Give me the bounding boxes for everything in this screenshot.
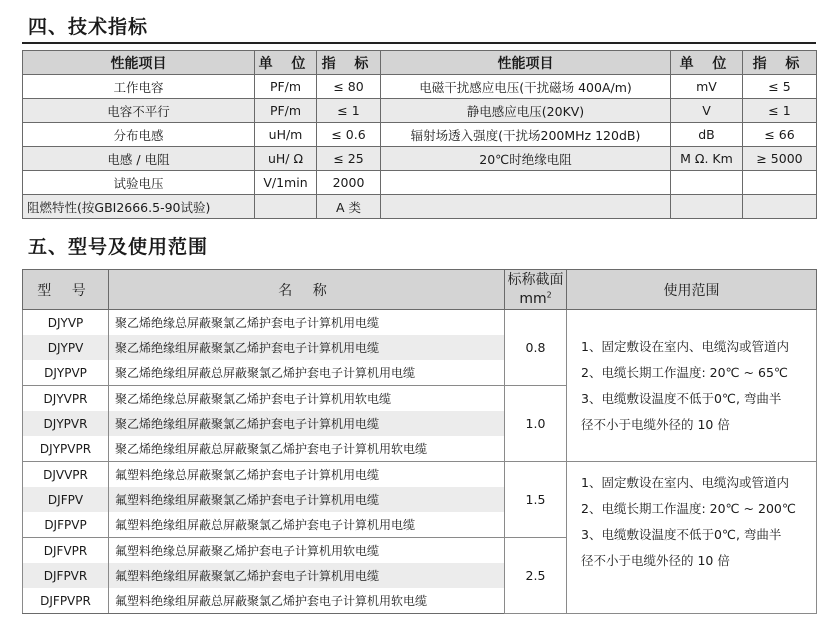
section-divider (22, 42, 816, 44)
spec-row (23, 147, 817, 171)
table-row (23, 462, 817, 488)
model-name: 聚乙烯绝缘总屏蔽聚氯乙烯护套电子计算机用电缆 (109, 310, 505, 336)
spec-header-row (23, 51, 817, 75)
model-code: DJYVP (23, 310, 109, 336)
model-code: DJFPVR (23, 563, 109, 588)
area-value: 0.8 (505, 310, 567, 386)
model-name: 氟塑料绝缘总屏蔽聚氯乙烯护套电子计算机用电缆 (109, 462, 505, 488)
spec-value: 2000 (317, 171, 381, 195)
usage-cell (567, 462, 817, 614)
spec-row (23, 123, 817, 147)
spec-item: 试验电压 (23, 171, 255, 195)
spec-header-item: 性能项目 (23, 51, 255, 75)
spec-header-value: 指 标 (743, 51, 817, 75)
model-name: 氟塑料绝缘组屏蔽聚氯乙烯护套电子计算机用电缆 (109, 487, 505, 512)
spec-value: A 类 (317, 195, 381, 219)
model-header-usage: 使用范围 (567, 270, 817, 310)
spec-row (23, 171, 817, 195)
model-code: DJYPVPR (23, 436, 109, 462)
spec-value (743, 195, 817, 219)
model-code: DJFPV (23, 487, 109, 512)
model-name: 氟塑料绝缘总屏蔽聚乙烯护套电子计算机用软电缆 (109, 538, 505, 564)
usage-line: 2、电缆长期工作温度: 20℃ ~ 65℃ (581, 364, 788, 380)
area-header-unit: $mm^2$ (519, 290, 552, 308)
model-code: DJFPVPR (23, 588, 109, 614)
spec-unit: M Ω. Km (671, 147, 743, 171)
spec-unit (671, 195, 743, 219)
section-title-models: 五、型号及使用范围 (28, 236, 209, 258)
model-header-area (505, 270, 567, 310)
model-name: 聚乙烯绝缘组屏蔽聚氯乙烯护套电子计算机用电缆 (109, 335, 505, 360)
spec-value: ≤ 1 (317, 99, 381, 123)
model-name: 聚乙烯绝缘组屏蔽总屏蔽聚氯乙烯护套电子计算机用软电缆 (109, 436, 505, 462)
spec-header-item: 性能项目 (381, 51, 671, 75)
model-name: 聚乙烯绝缘总屏蔽聚氯乙烯护套电子计算机用软电缆 (109, 386, 505, 412)
spec-row (23, 195, 817, 219)
model-header-type: 型 号 (23, 270, 109, 310)
spec-value (743, 171, 817, 195)
area-header-label: 标称截面 (507, 271, 564, 288)
spec-item (381, 171, 671, 195)
spec-item: 电磁干扰感应电压(干扰磁场 400A/m) (381, 75, 671, 99)
usage-line: 1、固定敷设在室内、电缆沟或管道内 (581, 475, 789, 490)
spec-unit: V/1min (255, 171, 317, 195)
usage-line: 3、电缆敷设温度不低于0℃, 弯曲半 (581, 527, 782, 542)
usage-line: 3、电缆敷设温度不低于0℃, 弯曲半 (581, 390, 782, 406)
model-name: 聚乙烯绝缘组屏蔽总屏蔽聚氯乙烯护套电子计算机用电缆 (109, 360, 505, 386)
spec-item (381, 195, 671, 219)
model-header-name: 名 称 (109, 270, 505, 310)
spec-value: ≥ 5000 (743, 147, 817, 171)
spec-item: 静电感应电压(20KV) (381, 99, 671, 123)
spec-value: ≤ 1 (743, 99, 817, 123)
spec-item: 分布电感 (23, 123, 255, 147)
spec-unit (255, 195, 317, 219)
spec-table (22, 50, 817, 219)
model-code: DJFPVP (23, 512, 109, 538)
usage-line: 2、电缆长期工作温度: 20℃ ~ 200℃ (581, 501, 796, 516)
model-header-row (23, 270, 817, 310)
spec-unit: uH/m (255, 123, 317, 147)
usage-line: 径不小于电缆外径的 10 倍 (581, 553, 730, 568)
spec-item: 电容不平行 (23, 99, 255, 123)
spec-value: ≤ 66 (743, 123, 817, 147)
model-code: DJYPVR (23, 411, 109, 436)
spec-unit: mV (671, 75, 743, 99)
area-value: 1.5 (505, 462, 567, 538)
spec-header-unit: 单 位 (671, 51, 743, 75)
model-code: DJYVPR (23, 386, 109, 412)
spec-value: ≤ 5 (743, 75, 817, 99)
spec-row (23, 99, 817, 123)
spec-value: ≤ 80 (317, 75, 381, 99)
spec-item: 电感 / 电阻 (23, 147, 255, 171)
spec-unit: V (671, 99, 743, 123)
spec-item: 20℃时绝缘电阻 (381, 147, 671, 171)
model-table (22, 269, 817, 614)
model-name: 聚乙烯绝缘组屏蔽聚氯乙烯护套电子计算机用电缆 (109, 411, 505, 436)
spec-item: 辐射场透入强度(干扰场200MHz 120dB) (381, 123, 671, 147)
spec-unit: uH/ Ω (255, 147, 317, 171)
spec-row (23, 75, 817, 99)
model-code: DJFVPR (23, 538, 109, 564)
model-name: 氟塑料绝缘组屏蔽总屏蔽聚氯乙烯护套电子计算机用软电缆 (109, 588, 505, 614)
model-code: DJYPV (23, 335, 109, 360)
spec-item: 阻燃特性(按GBI2666.5-90试验) (23, 195, 255, 219)
spec-unit (671, 171, 743, 195)
model-name: 氟塑料绝缘组屏蔽聚氯乙烯护套电子计算机用电缆 (109, 563, 505, 588)
section-title-tech: 四、技术指标 (28, 16, 149, 38)
model-code: DJYPVP (23, 360, 109, 386)
spec-unit: PF/m (255, 99, 317, 123)
usage-cell (567, 310, 817, 462)
area-value: 1.0 (505, 386, 567, 462)
spec-header-unit: 单 位 (255, 51, 317, 75)
table-row (23, 310, 817, 336)
spec-header-value: 指 标 (317, 51, 381, 75)
spec-item: 工作电容 (23, 75, 255, 99)
model-name: 氟塑料绝缘组屏蔽总屏蔽聚氯乙烯护套电子计算机用电缆 (109, 512, 505, 538)
spec-value: ≤ 0.6 (317, 123, 381, 147)
usage-line: 径不小于电缆外径的 10 倍 (581, 416, 730, 432)
spec-unit: PF/m (255, 75, 317, 99)
model-code: DJVVPR (23, 462, 109, 488)
spec-unit: dB (671, 123, 743, 147)
spec-value: ≤ 25 (317, 147, 381, 171)
usage-line: 1、固定敷设在室内、电缆沟或管道内 (581, 338, 789, 354)
area-value: 2.5 (505, 538, 567, 614)
